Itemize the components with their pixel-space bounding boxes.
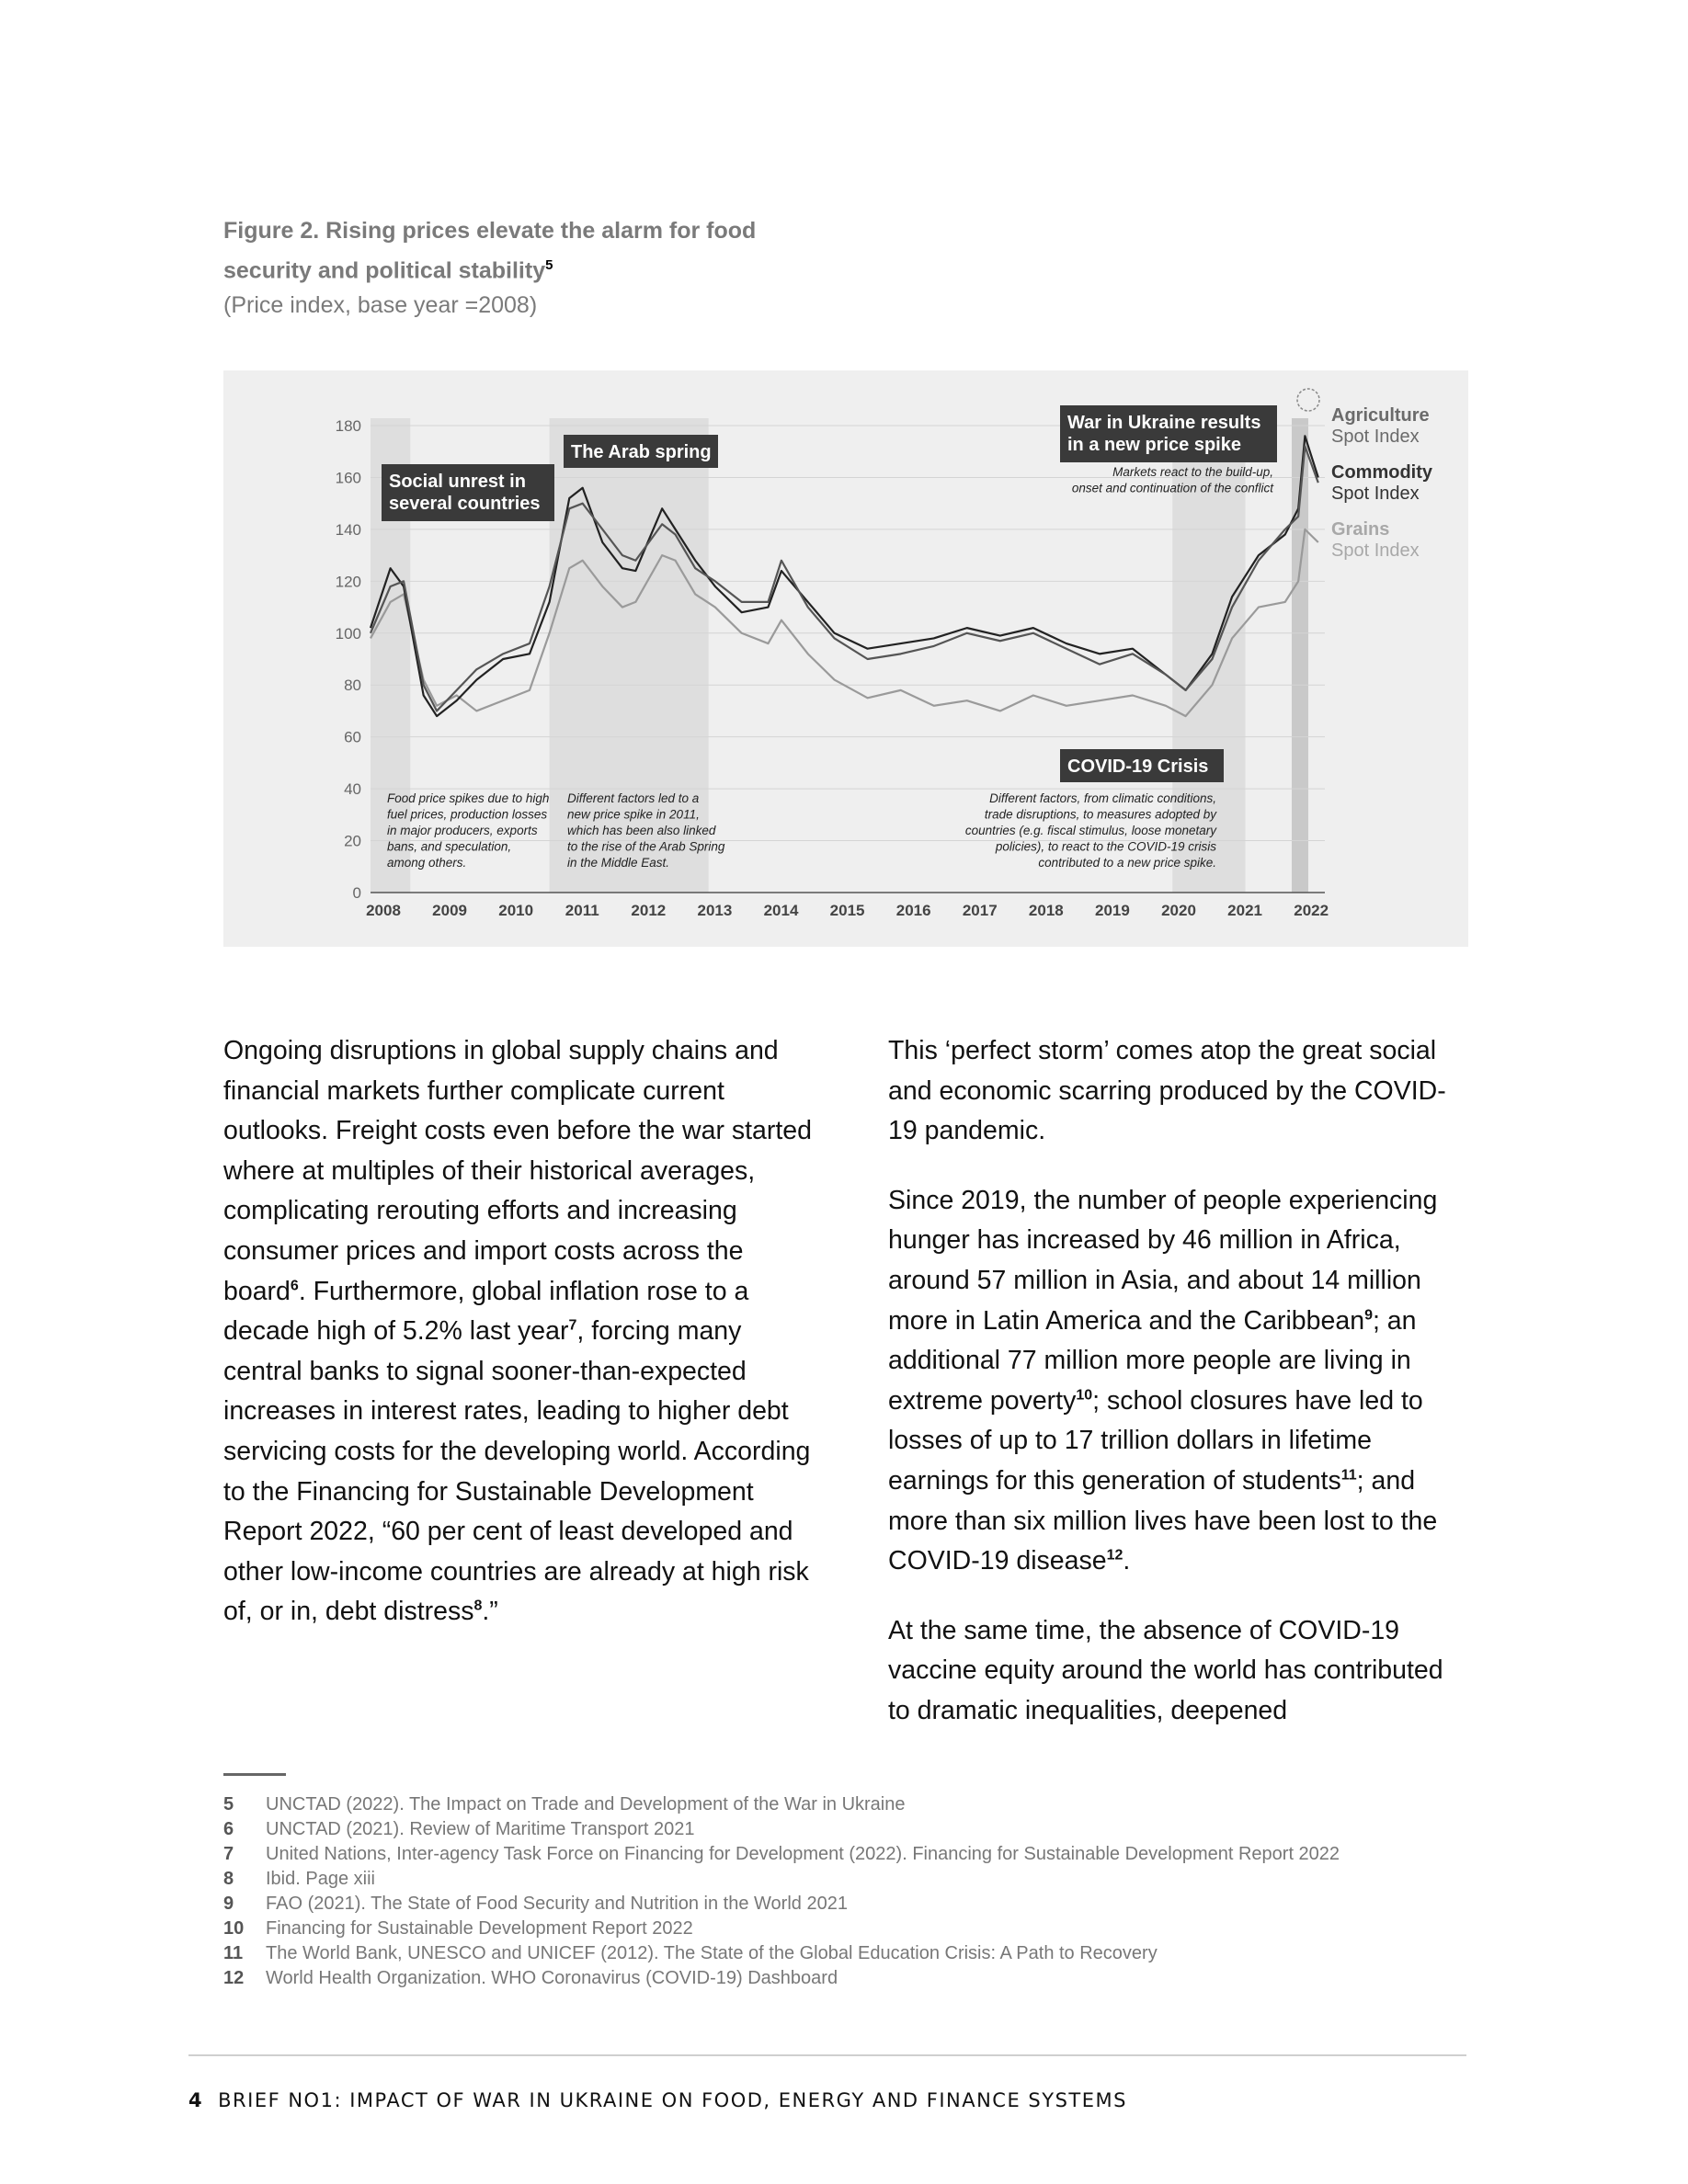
annotation-note-text: bans, and speculation, xyxy=(387,839,512,854)
left-paragraph-1 xyxy=(223,1031,812,1632)
y-tick-label: 140 xyxy=(335,520,361,539)
x-tick-label: 2013 xyxy=(697,902,733,919)
x-tick-label: 2016 xyxy=(895,902,931,919)
paragraph-text: ; school closures have led to losses of up to 17 trillion dollars in lifetime earnings for this generation of students xyxy=(888,1385,1423,1496)
footnotes-list xyxy=(223,1792,1511,1991)
right-paragraph-2 xyxy=(888,1181,1458,1582)
footnote-number: 10 xyxy=(223,1918,245,1939)
paragraph-text: Since 2019, the number of people experiencing hunger has increased by 46 million in Africa, around 57 million in Asia, and about 14 million more in Latin America and the Caribbean xyxy=(888,1185,1438,1336)
footnote-text: UNCTAD (2021). Review of Maritime Transport 2021 xyxy=(266,1819,695,1839)
footnote-text: FAO (2021). The State of Food Security and Nutrition in the World 2021 xyxy=(266,1894,848,1914)
x-tick-label: 2008 xyxy=(366,902,401,919)
legend-entry-subname: Spot Index xyxy=(1331,483,1420,504)
x-tick-label: 2022 xyxy=(1294,902,1329,919)
footnote-12 xyxy=(223,1966,1511,1991)
footnote-text: World Health Organization. WHO Coronavirus (COVID-19) Dashboard xyxy=(266,1968,838,1988)
annotation-box-text: in a new price spike xyxy=(1067,435,1241,455)
page-number: 4 xyxy=(188,2089,204,2111)
legend-entry-name: Grains xyxy=(1331,519,1390,540)
footnote-text: The World Bank, UNESCO and UNICEF (2012). The State of the Global Education Crisis: A Path to Recovery xyxy=(266,1943,1158,1963)
annotation-box-text: War in Ukraine results xyxy=(1067,413,1261,433)
x-tick-label: 2012 xyxy=(631,902,667,919)
footnote-ref-11[interactable]: 11 xyxy=(1340,1467,1357,1484)
body-column-left xyxy=(223,1031,812,1662)
annotation-note-text: Different factors led to a xyxy=(567,791,700,805)
annotation-note-text: in the Middle East. xyxy=(567,856,670,870)
annotation-box-text: several countries xyxy=(389,494,541,514)
footnote-7 xyxy=(223,1842,1511,1867)
paragraph-text: , forcing many central banks to signal sooner-than-expected increases in interest rates, leading to higher debt servicing costs for the developing world. According to the Financing for Sustainable Development Report 2022, “60 per cent of least developed and other low-income countries are already at high risk of, or in, debt distress xyxy=(223,1316,811,1627)
footnote-divider xyxy=(223,1773,286,1776)
footnote-10 xyxy=(223,1917,1511,1941)
footnote-text: UNCTAD (2022). The Impact on Trade and Development of the War in Ukraine xyxy=(266,1794,906,1814)
x-tick-label: 2021 xyxy=(1227,902,1262,919)
footnote-number: 9 xyxy=(223,1894,234,1914)
x-tick-label: 2020 xyxy=(1161,902,1196,919)
shaded-period-2 xyxy=(550,418,709,893)
x-tick-label: 2010 xyxy=(498,902,534,919)
annotation-note-text: onset and continuation of the conflict xyxy=(1071,481,1273,495)
x-tick-label: 2017 xyxy=(962,902,998,919)
footnote-ref-7[interactable]: 7 xyxy=(568,1317,577,1334)
body-column-right xyxy=(888,1031,1458,1761)
footnote-5 xyxy=(223,1792,1511,1817)
paragraph-text: ; an additional 77 million more people are living in extreme poverty xyxy=(888,1305,1417,1416)
paragraph-text: At the same time, the absence of COVID-19 vaccine equity around the world has contributed to dramatic inequalities, deepened xyxy=(888,1615,1443,1725)
footnote-ref-12[interactable]: 12 xyxy=(1106,1547,1123,1564)
y-tick-label: 160 xyxy=(335,469,361,487)
price-spike-burst-icon xyxy=(1297,389,1319,411)
chart-svg xyxy=(223,370,1468,947)
annotation-note-text: countries (e.g. fiscal stimulus, loose monetary xyxy=(964,824,1216,837)
figure-caption-line2-wrap xyxy=(223,248,867,288)
annotation-note-text: which has been also linked xyxy=(567,824,716,837)
footer-divider xyxy=(188,2054,1466,2056)
footnote-text: Financing for Sustainable Development Report 2022 xyxy=(266,1918,693,1939)
x-tick-label: 2009 xyxy=(432,902,467,919)
footnote-6 xyxy=(223,1817,1511,1842)
footnote-number: 8 xyxy=(223,1869,234,1889)
y-tick-label: 60 xyxy=(344,728,361,746)
footnote-ref-8[interactable]: 8 xyxy=(473,1598,483,1614)
price-index-chart xyxy=(223,370,1468,947)
paragraph-text: . Furthermore, global inflation rose to a decade high of 5.2% last year xyxy=(223,1276,749,1347)
footer-title: BRIEF NO1: IMPACT OF WAR IN UKRAINE ON FOOD, ENERGY AND FINANCE SYSTEMS xyxy=(218,2089,1127,2111)
annotation-note-text: Markets react to the build-up, xyxy=(1112,465,1273,479)
annotation-note-text: fuel prices, production losses xyxy=(387,807,548,822)
annotation-note-text: trade disruptions, to measures adopted by xyxy=(984,807,1216,822)
figure-caption-footnote-ref[interactable]: 5 xyxy=(545,257,553,273)
annotation-box-text: COVID-19 Crisis xyxy=(1067,756,1209,777)
footnote-number: 7 xyxy=(223,1844,234,1864)
paragraph-text: Ongoing disruptions in global supply chains and financial markets further complicate current outlooks. Freight costs even before the war started where at multiples of their historical averages, complicating rerouting efforts and increasing consumer prices and import costs across the board xyxy=(223,1036,812,1306)
figure-caption-subtitle: (Price index, base year =2008) xyxy=(223,292,538,319)
page-footer xyxy=(188,2089,1127,2111)
right-paragraph-1 xyxy=(888,1031,1458,1152)
footnote-text: United Nations, Inter-agency Task Force on Financing for Development (2022). Financing for Sustainable Development Report 2022 xyxy=(266,1844,1340,1864)
annotation-note-text: Different factors, from climatic conditions, xyxy=(989,791,1216,805)
footnote-9 xyxy=(223,1892,1511,1917)
y-tick-label: 20 xyxy=(344,832,361,850)
footnote-8 xyxy=(223,1867,1511,1892)
x-tick-label: 2015 xyxy=(829,902,865,919)
paragraph-text: . xyxy=(1123,1546,1131,1576)
annotation-note-text: contributed to a new price spike. xyxy=(1038,856,1216,870)
annotation-note-text: new price spike in 2011, xyxy=(567,807,700,822)
footnote-number: 5 xyxy=(223,1794,234,1814)
y-tick-label: 180 xyxy=(335,417,361,435)
footnote-number: 12 xyxy=(223,1968,245,1988)
x-tick-label: 2018 xyxy=(1028,902,1064,919)
right-paragraph-3 xyxy=(888,1611,1458,1732)
figure-caption-line2: security and political stability xyxy=(223,257,546,284)
annotation-note-text: among others. xyxy=(387,856,467,870)
figure-caption xyxy=(223,213,867,323)
legend-entry-subname: Spot Index xyxy=(1331,427,1420,447)
annotation-note-text: policies), to react to the COVID-19 crisis xyxy=(995,839,1216,854)
paragraph-text: This ‘perfect storm’ comes atop the great social and economic scarring produced by the COVID-19 pandemic. xyxy=(888,1036,1446,1146)
x-tick-label: 2014 xyxy=(763,902,799,919)
paragraph-text: ; and more than six million lives have been lost to the COVID-19 disease xyxy=(888,1465,1438,1576)
y-tick-label: 80 xyxy=(344,677,361,695)
annotation-note-text: Food price spikes due to high xyxy=(387,791,550,805)
footnote-ref-9[interactable]: 9 xyxy=(1364,1307,1373,1324)
footnote-number: 11 xyxy=(223,1943,244,1963)
annotation-box-text: Social unrest in xyxy=(389,472,526,492)
legend-entry-name: Commodity xyxy=(1331,462,1432,483)
x-tick-label: 2019 xyxy=(1095,902,1130,919)
y-tick-label: 100 xyxy=(335,624,361,643)
figure-caption-line1: Figure 2. Rising prices elevate the alarm for food xyxy=(223,218,757,244)
y-tick-label: 0 xyxy=(352,884,361,902)
footnote-text: Ibid. Page xiii xyxy=(266,1869,375,1889)
annotation-box-text: The Arab spring xyxy=(571,442,712,462)
paragraph-text: .” xyxy=(482,1597,498,1627)
footnote-ref-6[interactable]: 6 xyxy=(290,1278,299,1294)
footnote-11 xyxy=(223,1941,1511,1966)
footnote-ref-10[interactable]: 10 xyxy=(1076,1387,1093,1404)
y-tick-label: 120 xyxy=(335,573,361,591)
x-tick-label: 2011 xyxy=(565,902,599,919)
y-tick-label: 40 xyxy=(344,780,361,799)
legend-entry-subname: Spot Index xyxy=(1331,540,1420,561)
legend-entry-name: Agriculture xyxy=(1331,405,1430,426)
footnote-number: 6 xyxy=(223,1819,234,1839)
annotation-note-text: in major producers, exports xyxy=(387,824,538,837)
annotation-note-text: to the rise of the Arab Spring xyxy=(567,839,725,854)
